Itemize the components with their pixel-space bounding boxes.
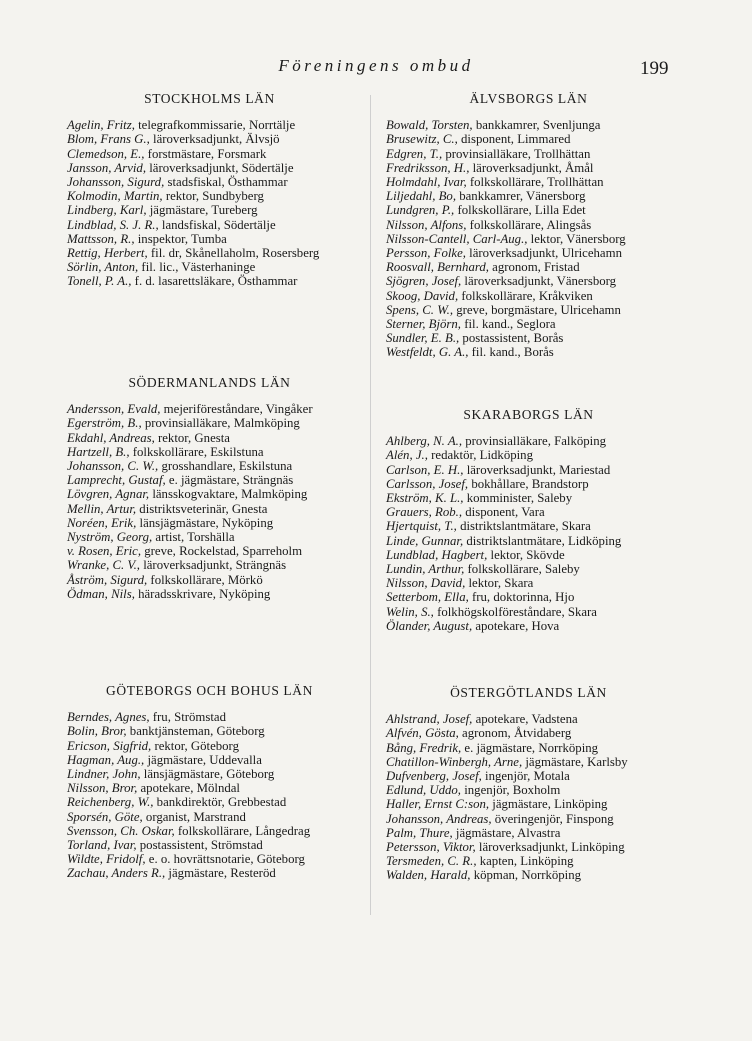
person-details: bokhållare, Brandstorp [468, 476, 589, 491]
person-name: Sörlin, Anton, [67, 260, 139, 275]
section-sodermanland [67, 376, 352, 601]
person-name: Grauers, Rob., [386, 505, 463, 520]
person-details: länsjägmästare, Nyköping [136, 515, 274, 530]
person-name: Lindblad, S. J. R., [67, 217, 159, 232]
list-item [386, 519, 671, 533]
section-title: ÄLVSBORGS LÄN [469, 91, 588, 106]
person-name: Agelin, Fritz, [67, 118, 135, 133]
entry-list [67, 402, 352, 601]
section-stockholm [67, 92, 352, 289]
person-name: Alén, J., [386, 448, 428, 463]
page-number: 199 [640, 58, 669, 79]
list-item [386, 590, 671, 604]
person-details: ingenjör, Motala [481, 769, 570, 784]
person-details: läroverksadjunkt, Ulricehamn [465, 246, 622, 261]
section-title: ÖSTERGÖTLANDS LÄN [450, 685, 607, 700]
list-item [67, 781, 352, 795]
person-details: apotekare, Vadstena [472, 712, 578, 727]
person-details: folkskollärare, Saleby [464, 562, 580, 577]
list-item [386, 289, 671, 303]
person-name: Fredriksson, H., [386, 160, 470, 175]
person-name: Nilsson-Cantell, Carl-Aug., [386, 231, 528, 246]
person-details: rektor, Göteborg [151, 738, 239, 753]
person-name: Lindberg, Karl, [67, 203, 147, 218]
list-item [67, 544, 352, 558]
person-name: Wildte, Fridolf, [67, 852, 146, 867]
person-name: Lundin, Arthur, [386, 562, 465, 577]
person-details: lektor, Skövde [487, 547, 565, 562]
list-item [67, 587, 352, 601]
list-item [386, 562, 671, 576]
list-item [386, 840, 671, 854]
entry-list [67, 118, 352, 288]
section-title: SKARABORGS LÄN [463, 407, 594, 422]
list-item [386, 331, 671, 345]
list-item [67, 132, 352, 146]
person-name: Setterbom, Ella, [386, 590, 469, 605]
person-name: Ahlstrand, Josef, [386, 712, 473, 727]
list-item [386, 854, 671, 868]
person-details: folkskollärare, Långedrag [174, 823, 311, 838]
person-details: grosshandlare, Eskilstuna [158, 459, 293, 474]
person-details: bankkamrer, Svenljunga [472, 118, 601, 133]
person-details: jägmästare, Alvastra [452, 825, 561, 840]
person-name: Haller, Ernst C:son, [386, 797, 490, 812]
person-details: fil. lic., Västerhaninge [138, 260, 256, 275]
person-details: länsskogvaktare, Malmköping [149, 487, 308, 502]
person-details: läroverksadjunkt, Mariestad [463, 462, 611, 477]
person-details: postassistent, Borås [459, 331, 564, 346]
person-details: mejeriföreståndare, Vingåker [160, 402, 313, 417]
list-item [386, 161, 671, 175]
person-details: distriktslantmätare, Lidköping [463, 533, 622, 548]
person-details: fil. kand., Seglora [461, 317, 556, 332]
person-name: Linde, Gunnar, [386, 533, 464, 548]
person-name: Welin, S., [386, 604, 434, 619]
person-name: Nilsson, Bror, [67, 781, 138, 796]
person-name: Clemedson, E., [67, 146, 145, 161]
list-item [67, 232, 352, 246]
list-item [67, 573, 352, 587]
list-item [67, 416, 352, 430]
list-item [386, 345, 671, 359]
person-details: lektor, Skara [465, 576, 534, 591]
person-name: Svensson, Ch. Oskar, [67, 823, 175, 838]
person-name: Alfvén, Gösta, [386, 726, 459, 741]
list-item [386, 232, 671, 246]
list-item [67, 189, 352, 203]
person-name: Torland, Ivar, [67, 838, 137, 853]
list-item [67, 175, 352, 189]
list-item [67, 824, 352, 838]
person-name: Kolmodin, Martin, [67, 189, 163, 204]
person-name: Roosvall, Bernhard, [386, 260, 489, 275]
person-details: apotekare, Hova [472, 618, 560, 633]
list-item [386, 576, 671, 590]
list-item [386, 189, 671, 203]
list-item [67, 753, 352, 767]
list-item [386, 218, 671, 232]
person-name: Edlund, Uddo, [386, 783, 462, 798]
person-details: folkhögskolföreståndare, Skara [433, 604, 597, 619]
list-item [67, 767, 352, 781]
person-details: läroverksadjunkt, Linköping [475, 840, 625, 855]
person-details: läroverksadjunkt, Vänersborg [461, 274, 617, 289]
person-name: Rettig, Herbert, [67, 246, 148, 261]
person-details: provinsialläkare, Malmköping [141, 416, 300, 431]
list-item [386, 274, 671, 288]
person-details: banktjänsteman, Göteborg [126, 724, 265, 739]
person-name: Edgren, T., [386, 146, 443, 161]
list-item [386, 741, 671, 755]
person-details: folkskollärare, Eskilstuna [129, 444, 264, 459]
list-item [386, 868, 671, 882]
person-details: disponent, Limmared [457, 132, 571, 147]
person-details: folkskollärare, Lilla Edet [454, 203, 586, 218]
list-item [67, 161, 352, 175]
person-name: Johansson, C. W., [67, 459, 159, 474]
section-title: GÖTEBORGS OCH BOHUS LÄN [106, 683, 313, 698]
person-details: kapten, Linköping [476, 854, 574, 869]
person-details: läroverksadjunkt, Strängnäs [140, 558, 287, 573]
person-details: häradsskrivare, Nyköping [134, 586, 271, 601]
column-divider [370, 95, 371, 915]
person-details: ingenjör, Boxholm [461, 783, 561, 798]
person-details: provinsialläkare, Trollhättan [442, 146, 591, 161]
list-item [67, 710, 352, 724]
list-item [386, 147, 671, 161]
list-item [67, 431, 352, 445]
list-item [386, 712, 671, 726]
person-details: provinsialläkare, Falköping [462, 434, 607, 449]
person-name: Bång, Fredrik, [386, 740, 462, 755]
section-ostergotland [386, 686, 671, 883]
list-item [67, 218, 352, 232]
list-item [386, 132, 671, 146]
person-name: Skoog, David, [386, 288, 459, 303]
person-details: jägmästare, Linköping [489, 797, 608, 812]
person-name: Mellin, Artur, [67, 501, 137, 516]
person-name: Persson, Folke, [386, 246, 466, 261]
list-item [67, 724, 352, 738]
person-name: Lindner, John, [67, 767, 141, 782]
section-title: SÖDERMANLANDS LÄN [128, 375, 291, 390]
list-item [386, 477, 671, 491]
list-item [386, 175, 671, 189]
person-details: folkskollärare, Mörkö [147, 572, 263, 587]
section-skaraborg [386, 408, 671, 633]
person-details: läroverksadjunkt, Södertälje [146, 160, 294, 175]
person-name: Carlson, E. H., [386, 462, 464, 477]
section-title: STOCKHOLMS LÄN [144, 91, 275, 106]
person-details: länsjägmästare, Göteborg [140, 767, 275, 782]
person-details: rektor, Gnesta [154, 430, 230, 445]
person-name: Egerström, B., [67, 416, 142, 431]
list-item [67, 516, 352, 530]
person-name: Ahlberg, N. A., [386, 434, 463, 449]
person-name: Tersmeden, C. R., [386, 854, 477, 869]
person-details: fil. dr, Skånellaholm, Rosersberg [147, 246, 320, 261]
list-item [386, 246, 671, 260]
person-details: komminister, Saleby [463, 491, 573, 506]
person-name: Petersson, Viktor, [386, 840, 476, 855]
person-details: agronom, Åtvidaberg [458, 726, 572, 741]
person-details: fil. kand., Borås [468, 345, 554, 360]
person-name: Dufvenberg, Josef, [386, 769, 482, 784]
list-item [386, 260, 671, 274]
list-item [67, 852, 352, 866]
list-item [386, 548, 671, 562]
list-item [386, 303, 671, 317]
person-name: Nyström, Georg, [67, 530, 153, 545]
running-header: Föreningens ombud [278, 56, 474, 75]
list-item [386, 769, 671, 783]
list-item [386, 317, 671, 331]
list-item [386, 491, 671, 505]
list-item [67, 810, 352, 824]
list-item [386, 505, 671, 519]
person-details: e. o. hovrättsnotarie, Göteborg [145, 852, 305, 867]
person-name: Wranke, C. V., [67, 558, 140, 573]
entry-list [67, 710, 352, 880]
person-name: Sterner, Björn, [386, 317, 462, 332]
person-name: Sjögren, Josef, [386, 274, 462, 289]
person-details: stadsfiskal, Östhammar [164, 175, 288, 190]
person-name: v. Rosen, Eric, [67, 544, 142, 559]
person-name: Chatillon-Winbergh, Arne, [386, 754, 523, 769]
person-name: Bowald, Torsten, [386, 118, 473, 133]
person-name: Tonell, P. A., [67, 274, 132, 289]
person-details: jägmästare, Uddevalla [144, 752, 262, 767]
list-item [67, 402, 352, 416]
person-details: fru, doktorinna, Hjo [468, 590, 575, 605]
person-details: folkskollärare, Trollhättan [466, 175, 604, 190]
person-name: Sundler, E. B., [386, 331, 460, 346]
person-name: Ericson, Sigfrid, [67, 738, 152, 753]
list-item [67, 260, 352, 274]
person-details: köpman, Norrköping [470, 868, 582, 883]
person-details: f. d. lasarettsläkare, Östhammar [131, 274, 298, 289]
person-name: Zachau, Anders R., [67, 866, 166, 881]
person-name: Hartzell, B., [67, 444, 130, 459]
list-item [386, 797, 671, 811]
person-name: Mattsson, R., [67, 231, 135, 246]
list-item [67, 246, 352, 260]
person-details: bankkamrer, Vänersborg [456, 189, 586, 204]
list-item [386, 203, 671, 217]
list-item [386, 463, 671, 477]
entry-list [386, 434, 671, 633]
person-name: Liljedahl, Bo, [386, 189, 457, 204]
person-name: Ekdahl, Andreas, [67, 430, 155, 445]
list-item [67, 445, 352, 459]
person-name: Ölander, August, [386, 618, 473, 633]
person-details: bankdirektör, Grebbestad [153, 795, 287, 810]
person-details: greve, borgmästare, Ulricehamn [453, 302, 621, 317]
person-name: Ekström, K. L., [386, 491, 464, 506]
list-item [386, 448, 671, 462]
person-name: Noréen, Erik, [67, 515, 137, 530]
list-item [67, 739, 352, 753]
person-details: jägmästare, Tureberg [146, 203, 258, 218]
list-item [386, 812, 671, 826]
list-item [386, 619, 671, 633]
person-details: e. jägmästare, Norrköping [461, 740, 599, 755]
section-alvsborg [386, 92, 671, 360]
person-details: jägmästare, Resteröd [165, 866, 276, 881]
person-name: Nilsson, David, [386, 576, 466, 591]
person-name: Holmdahl, Ivar, [386, 175, 467, 190]
person-name: Lamprecht, Gustaf, [67, 473, 166, 488]
person-name: Jansson, Arvid, [67, 160, 147, 175]
person-name: Hagman, Aug., [67, 752, 145, 767]
person-name: Blom, Frans G., [67, 132, 150, 147]
list-item [386, 534, 671, 548]
person-details: lektor, Vänersborg [527, 231, 626, 246]
list-item [386, 434, 671, 448]
list-item [67, 487, 352, 501]
person-name: Reichenberg, W., [67, 795, 154, 810]
list-item [67, 473, 352, 487]
person-details: apotekare, Mölndal [137, 781, 240, 796]
list-item [67, 795, 352, 809]
person-name: Sporsén, Göte, [67, 809, 143, 824]
person-name: Carlsson, Josef, [386, 476, 469, 491]
person-name: Johansson, Sigurd, [67, 175, 165, 190]
person-name: Hjertquist, T., [386, 519, 457, 534]
person-name: Lövgren, Agnar, [67, 487, 150, 502]
list-item [386, 783, 671, 797]
person-details: folkskollärare, Kråkviken [458, 288, 593, 303]
person-details: postassistent, Strömstad [136, 838, 263, 853]
person-name: Lundblad, Hagbert, [386, 547, 488, 562]
person-details: e. jägmästare, Strängnäs [165, 473, 294, 488]
person-details: greve, Rockelstad, Sparreholm [141, 544, 303, 559]
person-name: Walden, Harald, [386, 868, 471, 883]
person-details: artist, Torshälla [152, 530, 235, 545]
list-item [386, 826, 671, 840]
person-name: Spens, C. W., [386, 302, 454, 317]
person-details: agronom, Fristad [488, 260, 580, 275]
list-item [67, 530, 352, 544]
person-details: disponent, Vara [462, 505, 545, 520]
person-name: Ödman, Nils, [67, 586, 135, 601]
list-item [386, 605, 671, 619]
section-goteborg [67, 684, 352, 881]
list-item [67, 502, 352, 516]
list-item [67, 866, 352, 880]
list-item [67, 274, 352, 288]
person-name: Johansson, Andreas, [386, 811, 492, 826]
entry-list [386, 118, 671, 359]
person-details: rektor, Sundbyberg [162, 189, 264, 204]
person-name: Westfeldt, G. A., [386, 345, 469, 360]
list-item [386, 726, 671, 740]
person-name: Åström, Sigurd, [67, 572, 148, 587]
person-details: läroverksadjunkt, Älvsjö [149, 132, 280, 147]
list-item [67, 558, 352, 572]
person-details: forstmästare, Forsmark [144, 146, 267, 161]
person-details: distriktslantmätare, Skara [456, 519, 591, 534]
list-item [67, 118, 352, 132]
person-details: inspektor, Tumba [134, 231, 227, 246]
entry-list [386, 712, 671, 882]
person-name: Brusewitz, C., [386, 132, 458, 147]
person-details: fru, Strömstad [149, 710, 226, 725]
person-name: Berndes, Agnes, [67, 710, 150, 725]
person-details: telegrafkommissarie, Norrtälje [134, 118, 296, 133]
person-name: Bolin, Bror, [67, 724, 127, 739]
person-name: Andersson, Evald, [67, 402, 161, 417]
list-item [386, 118, 671, 132]
list-item [386, 755, 671, 769]
person-name: Nilsson, Alfons, [386, 217, 467, 232]
list-item [67, 147, 352, 161]
person-name: Lundgren, P., [386, 203, 455, 218]
list-item [67, 838, 352, 852]
person-details: jägmästare, Karlsby [522, 754, 628, 769]
person-details: organist, Marstrand [142, 809, 246, 824]
list-item [67, 459, 352, 473]
person-details: redaktör, Lidköping [427, 448, 533, 463]
person-name: Palm, Thure, [386, 825, 453, 840]
person-details: landsfiskal, Södertälje [158, 217, 276, 232]
list-item [67, 203, 352, 217]
person-details: läroverksadjunkt, Åmål [469, 160, 594, 175]
person-details: folkskollärare, Alingsås [466, 217, 592, 232]
person-details: distriktsveterinär, Gnesta [136, 501, 268, 516]
person-details: överingenjör, Finspong [491, 811, 614, 826]
